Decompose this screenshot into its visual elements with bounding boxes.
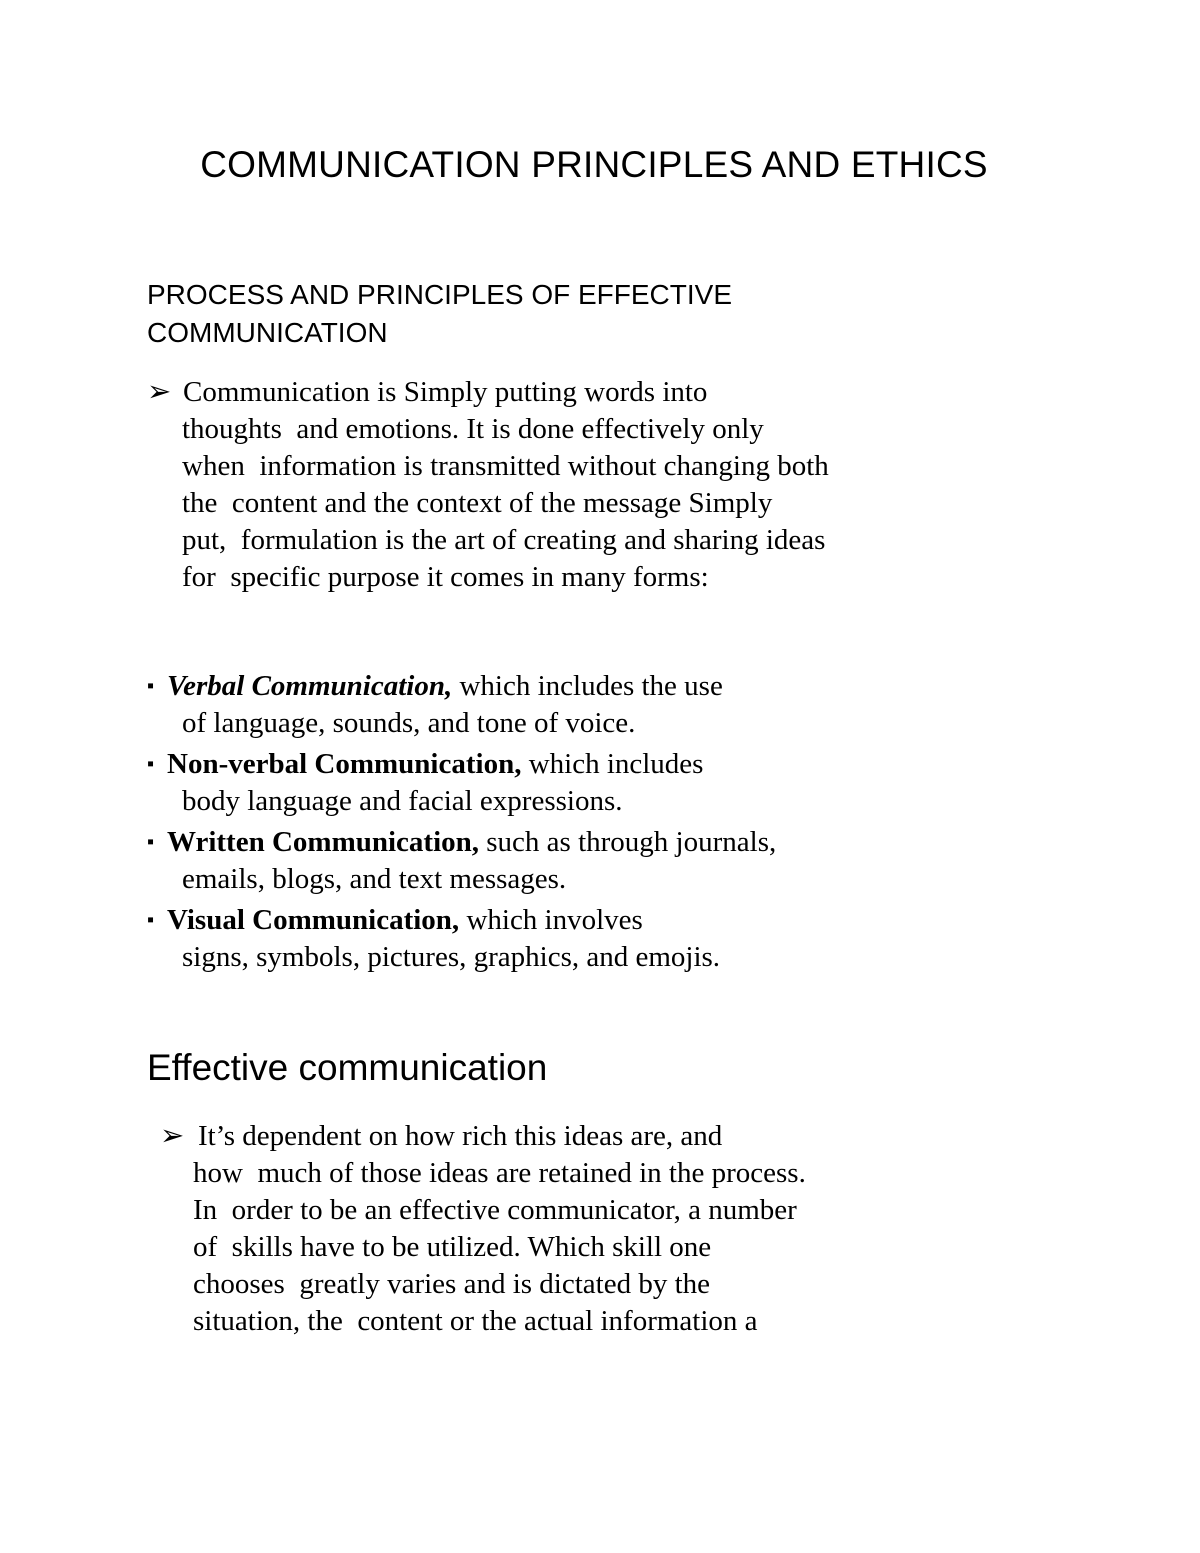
square-bullet-icon: ▪ bbox=[147, 831, 155, 853]
arrow-bullet-icon: ➢ bbox=[160, 1120, 185, 1152]
list-item-written bbox=[147, 824, 1107, 898]
section-heading bbox=[147, 276, 1047, 352]
term-nonverbal: Non-verbal Communication, bbox=[167, 748, 522, 780]
desc-written: such as through journals, bbox=[479, 826, 777, 858]
section-heading-line1: PROCESS AND PRINCIPLES OF EFFECTIVE bbox=[147, 279, 733, 310]
square-bullet-icon: ▪ bbox=[147, 675, 155, 697]
effective-line-3: In order to be an effective communicator, a number bbox=[193, 1194, 797, 1226]
square-bullet-icon: ▪ bbox=[147, 753, 155, 775]
effective-line-5: chooses greatly varies and is dictated by the bbox=[193, 1268, 711, 1300]
effective-paragraph bbox=[160, 1118, 1120, 1340]
term-verbal: Verbal Communication, bbox=[167, 670, 453, 702]
effective-line-4: of skills have to be utilized. Which skill one bbox=[193, 1231, 712, 1263]
section-heading-line2: COMMUNICATION bbox=[147, 317, 388, 348]
list-item-nonverbal bbox=[147, 746, 1107, 820]
effective-line-1 bbox=[160, 1118, 1120, 1155]
desc-nonverbal: which includes bbox=[521, 748, 704, 780]
desc-visual-line2: signs, symbols, pictures, graphics, and emojis. bbox=[182, 941, 721, 973]
desc-verbal: which includes the use bbox=[452, 670, 723, 702]
intro-text: Communication is Simply putting words into bbox=[183, 376, 708, 408]
desc-written-line2: emails, blogs, and text messages. bbox=[182, 863, 567, 895]
term-written: Written Communication, bbox=[167, 826, 480, 858]
list-item-verbal bbox=[147, 668, 1107, 742]
intro-line-5: put, formulation is the art of creating and sharing ideas bbox=[182, 524, 826, 556]
desc-visual: which involves bbox=[459, 904, 643, 936]
intro-line-1 bbox=[147, 374, 1107, 411]
term-visual: Visual Communication, bbox=[167, 904, 460, 936]
page-title: COMMUNICATION PRINCIPLES AND ETHICS bbox=[200, 144, 988, 185]
intro-paragraph bbox=[147, 374, 1107, 596]
intro-line-3: when information is transmitted without changing both bbox=[182, 450, 829, 482]
effective-line-2: how much of those ideas are retained in the process. bbox=[193, 1157, 806, 1189]
effective-communication-heading: Effective communication bbox=[147, 1047, 548, 1088]
communication-forms-list bbox=[147, 668, 1107, 980]
effective-text: It’s dependent on how rich this ideas are, and bbox=[198, 1120, 723, 1152]
intro-line-4: the content and the context of the message Simply bbox=[182, 487, 773, 519]
desc-verbal-line2: of language, sounds, and tone of voice. bbox=[182, 707, 636, 739]
desc-nonverbal-line2: body language and facial expressions. bbox=[182, 785, 623, 817]
list-item-visual bbox=[147, 902, 1107, 976]
square-bullet-icon: ▪ bbox=[147, 909, 155, 931]
effective-line-6: situation, the content or the actual information a bbox=[193, 1305, 758, 1337]
arrow-bullet-icon: ➢ bbox=[147, 376, 172, 408]
intro-line-2: thoughts and emotions. It is done effectively only bbox=[182, 413, 764, 445]
intro-line-6: for specific purpose it comes in many forms: bbox=[182, 561, 709, 593]
